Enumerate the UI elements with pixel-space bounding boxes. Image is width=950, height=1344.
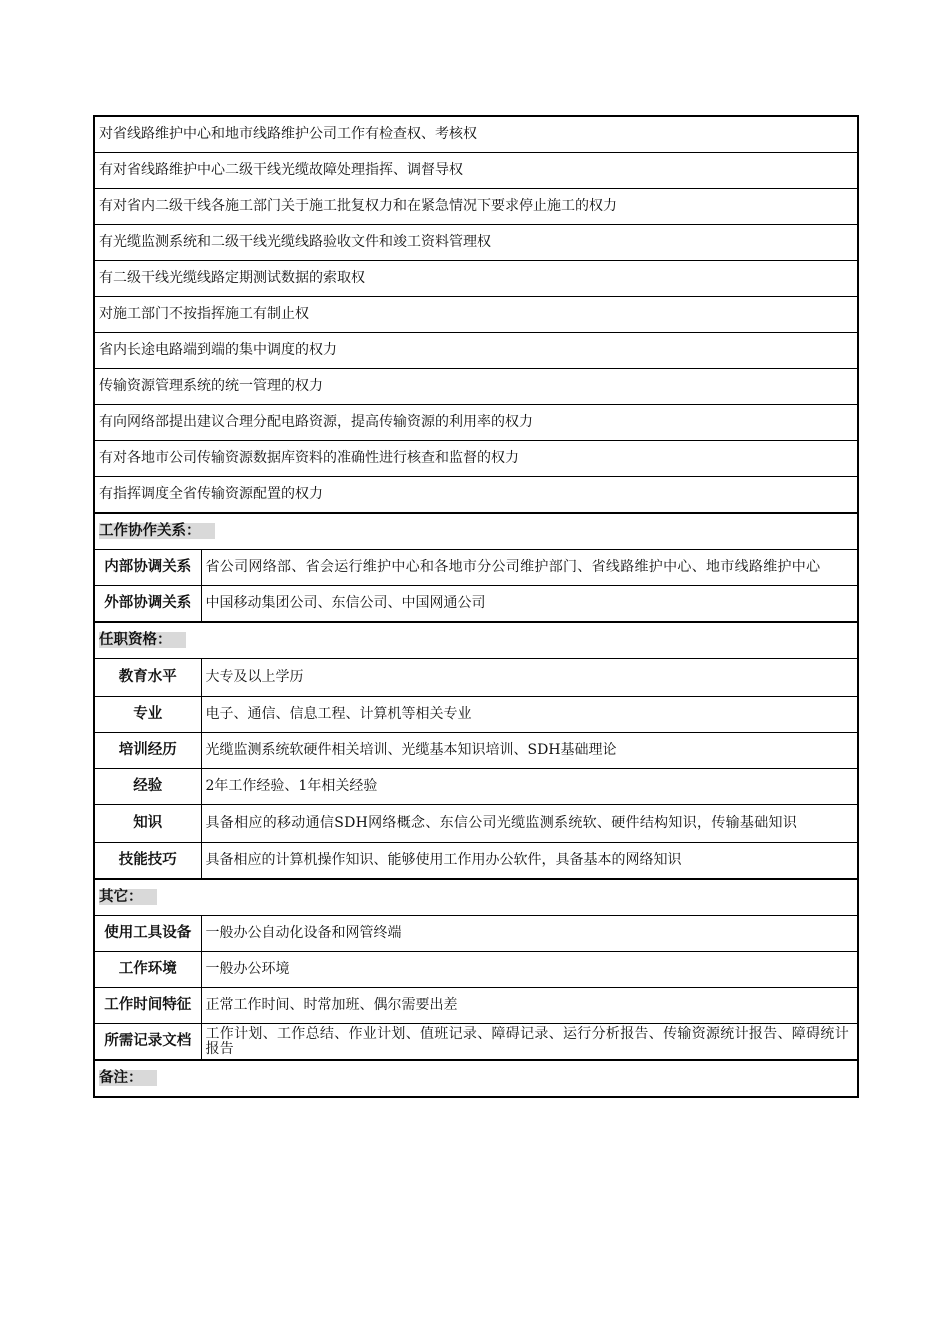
- authority-row: [94, 405, 858, 441]
- authority-row: [94, 369, 858, 405]
- knowledge-value: 具备相应的移动通信SDH网络概念、东信公司光缆监测系统软、硬件结构知识，传输基础知识: [201, 805, 858, 843]
- job-description-document: [93, 115, 857, 1098]
- environment-row: [94, 952, 858, 988]
- section-title-highlight: 工作协作关系：: [99, 523, 215, 539]
- tools-row: [94, 916, 858, 952]
- external-coordination-row: [94, 586, 858, 623]
- education-row: [94, 659, 858, 697]
- external-coordination-label: 外部协调关系: [94, 586, 201, 623]
- authority-row: [94, 333, 858, 369]
- knowledge-row: [94, 805, 858, 843]
- training-value: 光缆监测系统软硬件相关培训、光缆基本知识培训、SDH基础理论: [201, 733, 858, 769]
- authority-item: 有二级干线光缆线路定期测试数据的索取权: [94, 261, 858, 297]
- authority-row: [94, 189, 858, 225]
- authority-row: [94, 261, 858, 297]
- records-label: 所需记录文档: [94, 1024, 201, 1061]
- qualification-section-row: [94, 622, 858, 659]
- authority-item: 有对各地市公司传输资源数据库资料的准确性进行核查和监督的权力: [94, 441, 858, 477]
- internal-coordination-label: 内部协调关系: [94, 550, 201, 586]
- authority-item: 有对省内二级干线各施工部门关于施工批复权力和在紧急情况下要求停止施工的权力: [94, 189, 858, 225]
- job-description-table: [93, 115, 859, 1098]
- internal-coordination-row: [94, 550, 858, 586]
- section-title-highlight: 其它：: [99, 889, 157, 905]
- work-time-row: [94, 988, 858, 1024]
- authority-item: 对施工部门不按指挥施工有制止权: [94, 297, 858, 333]
- authority-item: 对省线路维护中心和地市线路维护公司工作有检查权、考核权: [94, 116, 858, 153]
- environment-label: 工作环境: [94, 952, 201, 988]
- authority-item: 有向网络部提出建议合理分配电路资源，提高传输资源的利用率的权力: [94, 405, 858, 441]
- work-time-label: 工作时间特征: [94, 988, 201, 1024]
- skills-label: 技能技巧: [94, 843, 201, 880]
- authority-row: [94, 297, 858, 333]
- other-section-row: [94, 879, 858, 916]
- authority-item: 有光缆监测系统和二级干线光缆线路验收文件和竣工资料管理权: [94, 225, 858, 261]
- authority-row: [94, 153, 858, 189]
- cooperation-section-row: [94, 513, 858, 550]
- major-row: [94, 697, 858, 733]
- experience-row: [94, 769, 858, 805]
- section-title-highlight: 任职资格：: [99, 632, 186, 648]
- records-row: [94, 1024, 858, 1061]
- training-row: [94, 733, 858, 769]
- remarks-section-title: [94, 1060, 858, 1097]
- section-title-highlight: 备注：: [99, 1070, 157, 1086]
- external-coordination-value: 中国移动集团公司、东信公司、中国网通公司: [201, 586, 858, 623]
- authority-item: 有指挥调度全省传输资源配置的权力: [94, 477, 858, 514]
- skills-value: 具备相应的计算机操作知识、能够使用工作用办公软件，具备基本的网络知识: [201, 843, 858, 880]
- education-label: 教育水平: [94, 659, 201, 697]
- authority-item: 传输资源管理系统的统一管理的权力: [94, 369, 858, 405]
- other-section-title: [94, 879, 858, 916]
- tools-label: 使用工具设备: [94, 916, 201, 952]
- environment-value: 一般办公环境: [201, 952, 858, 988]
- records-value: 工作计划、工作总结、作业计划、值班记录、障碍记录、运行分析报告、传输资源统计报告、障碍统计报告: [201, 1024, 858, 1061]
- authority-row: [94, 116, 858, 153]
- cooperation-section-title: [94, 513, 858, 550]
- remarks-section-row: [94, 1060, 858, 1097]
- authority-item: 有对省线路维护中心二级干线光缆故障处理指挥、调督导权: [94, 153, 858, 189]
- training-label: 培训经历: [94, 733, 201, 769]
- authority-row: [94, 477, 858, 514]
- experience-label: 经验: [94, 769, 201, 805]
- work-time-value: 正常工作时间、时常加班、偶尔需要出差: [201, 988, 858, 1024]
- major-value: 电子、通信、信息工程、计算机等相关专业: [201, 697, 858, 733]
- tools-value: 一般办公自动化设备和网管终端: [201, 916, 858, 952]
- major-label: 专业: [94, 697, 201, 733]
- education-value: 大专及以上学历: [201, 659, 858, 697]
- qualification-section-title: [94, 622, 858, 659]
- knowledge-label: 知识: [94, 805, 201, 843]
- authority-row: [94, 225, 858, 261]
- authority-item: 省内长途电路端到端的集中调度的权力: [94, 333, 858, 369]
- internal-coordination-value: 省公司网络部、省会运行维护中心和各地市分公司维护部门、省线路维护中心、地市线路维护中心: [201, 550, 858, 586]
- skills-row: [94, 843, 858, 880]
- experience-value: 2年工作经验、1年相关经验: [201, 769, 858, 805]
- authority-row: [94, 441, 858, 477]
